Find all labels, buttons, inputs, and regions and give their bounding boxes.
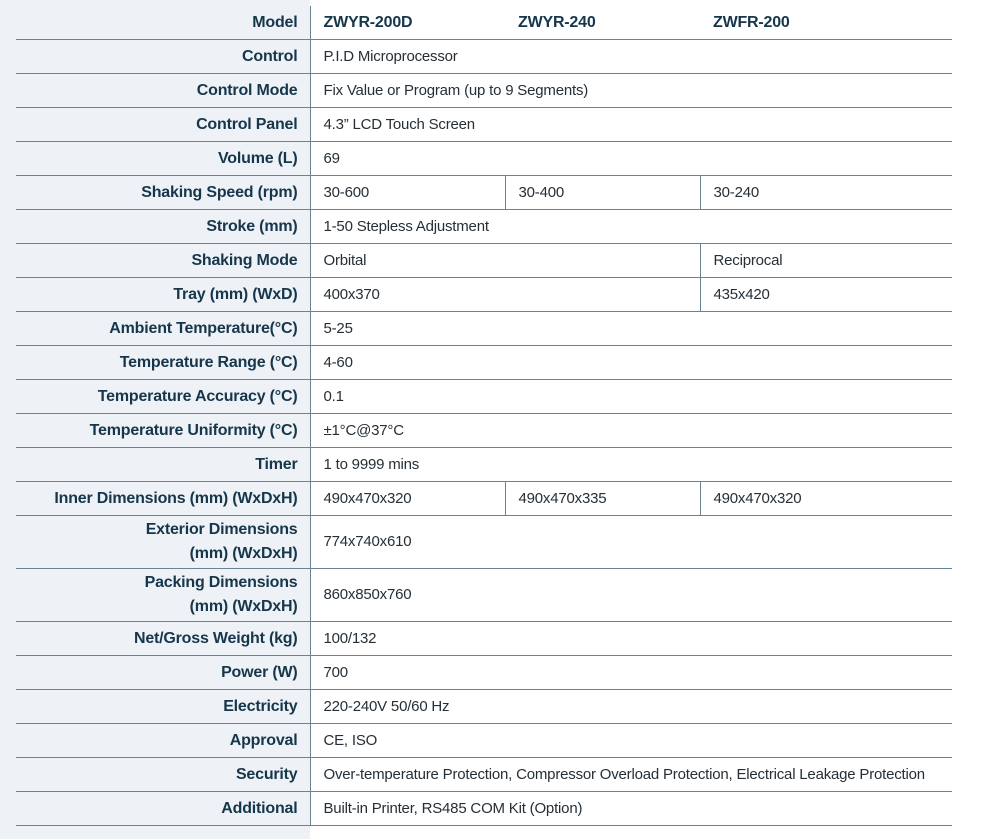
- spec-row-security: [16, 758, 952, 792]
- header-row: [16, 6, 952, 40]
- spec-value: 400x370: [310, 278, 700, 312]
- spec-value: P.I.D Microprocessor: [310, 40, 952, 74]
- spec-value: 69: [310, 142, 952, 176]
- spec-row-exterior-dimensions: [16, 516, 952, 569]
- spec-label: Timer: [16, 448, 310, 482]
- spec-label: Tray (mm) (WxD): [16, 278, 310, 312]
- spec-value: 490x470x335: [505, 482, 700, 516]
- spec-label-line: Exterior Dimensions: [145, 521, 298, 538]
- model-name: ZWFR-200: [700, 6, 952, 40]
- spec-value: 5-25: [310, 312, 952, 346]
- spec-value: 490x470x320: [310, 482, 505, 516]
- spec-row-weight: [16, 622, 952, 656]
- spec-label: Temperature Range (°C): [16, 346, 310, 380]
- spec-label: Shaking Mode: [16, 244, 310, 278]
- spec-label-line: Packing Dimensions: [144, 574, 298, 591]
- spec-value: 435x420: [700, 278, 952, 312]
- spec-row-power: [16, 656, 952, 690]
- header-label: Model: [16, 6, 310, 40]
- spec-row-control-panel: [16, 108, 952, 142]
- spec-label-line: (mm) (WxDxH): [189, 545, 298, 562]
- spec-value: 4-60: [310, 346, 952, 380]
- spec-row-approval: [16, 724, 952, 758]
- spec-row-inner-dimensions: [16, 482, 952, 516]
- spec-label: Control: [16, 40, 310, 74]
- spec-row-timer: [16, 448, 952, 482]
- spec-label: Temperature Uniformity (°C): [16, 414, 310, 448]
- spec-label: Volume (L): [16, 142, 310, 176]
- spec-row-packing-dimensions: [16, 569, 952, 622]
- spec-label: Shaking Speed (rpm): [16, 176, 310, 210]
- spec-label: Approval: [16, 724, 310, 758]
- spec-value: Fix Value or Program (up to 9 Segments): [310, 74, 952, 108]
- spec-label: [16, 569, 310, 622]
- spec-label: Stroke (mm): [16, 210, 310, 244]
- spec-row-shaking-mode: [16, 244, 952, 278]
- spec-value: Over-temperature Protection, Compressor Overload Protection, Electrical Leakage Protection: [310, 758, 952, 792]
- spec-label: Electricity: [16, 690, 310, 724]
- spec-row-control-mode: [16, 74, 952, 108]
- spec-row-control: [16, 40, 952, 74]
- spec-value: 860x850x760: [310, 569, 952, 622]
- spec-label-line: (mm) (WxDxH): [189, 598, 298, 615]
- spec-value: 700: [310, 656, 952, 690]
- spec-row-shaking-speed: [16, 176, 952, 210]
- spec-value: 490x470x320: [700, 482, 952, 516]
- spec-row-electricity: [16, 690, 952, 724]
- spec-value: Reciprocal: [700, 244, 952, 278]
- spec-row-temperature-accuracy: [16, 380, 952, 414]
- spec-value: CE, ISO: [310, 724, 952, 758]
- spec-value: 0.1: [310, 380, 952, 414]
- spec-row-stroke: [16, 210, 952, 244]
- spec-value: ±1°C@37°C: [310, 414, 952, 448]
- spec-row-volume: [16, 142, 952, 176]
- spec-row-ambient-temperature: [16, 312, 952, 346]
- model-name: ZWYR-200D: [310, 6, 505, 40]
- spec-row-additional: [16, 792, 952, 826]
- spec-label: Additional: [16, 792, 310, 826]
- model-name: ZWYR-240: [505, 6, 700, 40]
- spec-value: 4.3” LCD Touch Screen: [310, 108, 952, 142]
- spec-label: Security: [16, 758, 310, 792]
- spec-value: 220-240V 50/60 Hz: [310, 690, 952, 724]
- spec-label: Control Mode: [16, 74, 310, 108]
- spec-value: 774x740x610: [310, 516, 952, 569]
- spec-label: [16, 516, 310, 569]
- spec-label: Net/Gross Weight (kg): [16, 622, 310, 656]
- spec-row-temperature-range: [16, 346, 952, 380]
- spec-label: Temperature Accuracy (°C): [16, 380, 310, 414]
- spec-row-tray: [16, 278, 952, 312]
- spec-value: Built-in Printer, RS485 COM Kit (Option): [310, 792, 952, 826]
- spec-value: 30-400: [505, 176, 700, 210]
- spec-value: Orbital: [310, 244, 700, 278]
- spec-value: 30-600: [310, 176, 505, 210]
- spec-value: 1-50 Stepless Adjustment: [310, 210, 952, 244]
- spec-value: 100/132: [310, 622, 952, 656]
- spec-table: [16, 6, 952, 826]
- spec-label: Ambient Temperature(°C): [16, 312, 310, 346]
- spec-label: Control Panel: [16, 108, 310, 142]
- spec-row-temperature-uniformity: [16, 414, 952, 448]
- spec-label: Power (W): [16, 656, 310, 690]
- spec-label: Inner Dimensions (mm) (WxDxH): [16, 482, 310, 516]
- spec-value: 1 to 9999 mins: [310, 448, 952, 482]
- spec-value: 30-240: [700, 176, 952, 210]
